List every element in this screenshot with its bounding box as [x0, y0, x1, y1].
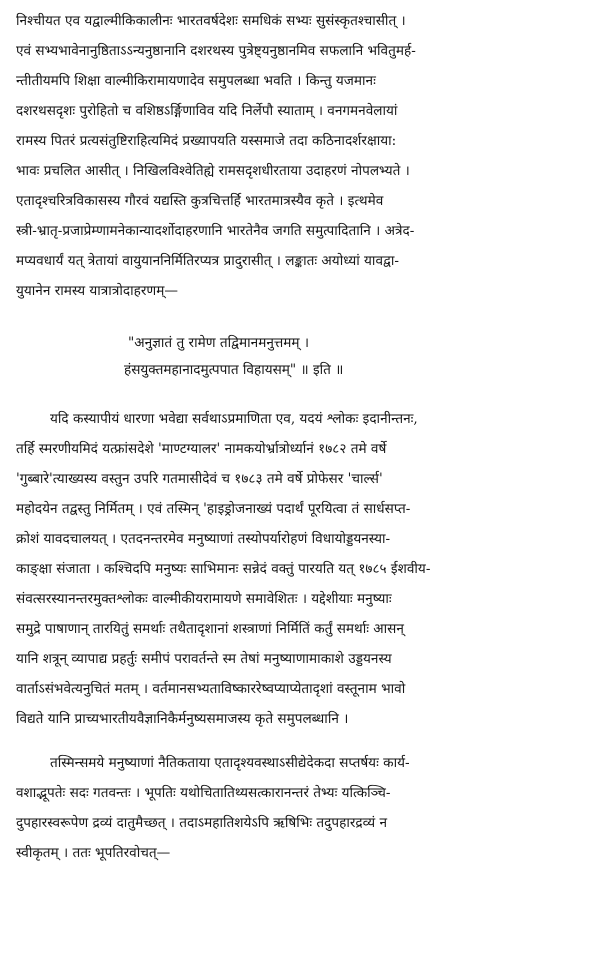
paragraph-3: [16, 748, 584, 868]
text-line: स्त्री-भ्रातृ-प्रजाप्रेम्णामनेकान्यादर्शोदाहरणानि भारतेनैव जगति समुत्पादितानि । अत्रेद-: [16, 223, 415, 239]
text-line: तर्हि स्मरणीयमिदं यत्फ्रांसदेशे 'माण्टग्यालर' नामकयोर्भ्रात्रोर्ध्यानं १७८२ तमे वर्षे: [16, 441, 387, 457]
text-line: दशरथसदृशः पुरोहितो च वशिष्ठऽर्ङ्गिणाविव यदि निर्लेपौ स्याताम् । वनगमनवेलायां: [16, 103, 398, 119]
text-line: 'गुब्बारे'त्याख्यस्य वस्तुन उपरि गतमासीदेवं च १७८३ तमे वर्षे प्रोफेसर 'चार्ल्स': [16, 471, 383, 487]
text-line: एतादृश्चरित्रविकासस्य गौरवं यद्यस्ति कुत्रचित्तर्हि भारतमात्रस्यैव कृते । इत्थमेव: [16, 193, 384, 209]
text-line: क्रोशं यावदचालयत् । एतदनन्तरमेव मनुष्याणां तस्योपर्यारोहणं विधायोड्डयनस्या-: [16, 531, 391, 547]
text-line: यानि शत्रून् व्यापाद्य प्रहर्तुः समीपं परावर्तन्ते स्म तेषां मनुष्याणामाकाशे उड्डयनस्य: [16, 651, 392, 667]
text-line: रामस्य पितरं प्रत्यसंतुष्टिराहित्यमिदं प्रख्यापयति यस्समाजे तदा कठिनादर्शरक्षाया:: [16, 133, 397, 149]
verse-line: हंसयुक्तमहानादमुत्पपात विहायसम्" ॥ इति ॥: [124, 362, 344, 378]
text-line: महोदयेन तद्वस्तु निर्मितम् । एवं तस्मिन् 'हाइड्रोजनाख्यं पदार्थं पूरयित्वा तं सार्धसप्त-: [16, 501, 411, 517]
text-line: समुद्रे पाषाणान् तारयितुं समर्थाः तथैतादृशानां शस्त्राणां निर्मितिं कर्तुं समर्थाः आसन्: [16, 621, 404, 637]
text-line: वार्ताऽसंभवेत्यनुचितं मतम् । वर्तमानसभ्यताविष्काररेष्वप्याप्येतादृशां वस्तूनाम भावो: [16, 681, 406, 697]
paragraph-1: [16, 6, 584, 306]
text-line: न्तीतीयमपि शिक्षा वाल्मीकिरामायणादेव समुपलब्धा भवति । किन्तु यजमानः: [16, 73, 376, 89]
paragraph-2: [16, 404, 584, 734]
text-line: मप्यवधार्यं यत् त्रेतायां वायुयाननिर्मितिरप्यत्र प्रादुरासीत् । लङ्कातः अयोध्यां यावद्वा-: [16, 253, 399, 269]
paragraph-gap: [16, 734, 584, 748]
text-line: दुपहारस्वरूपेण द्रव्यं दातुमैच्छत् । तदाऽमहातिशयेऽपि ऋषिभिः तदुपहारद्रव्यं न: [16, 815, 388, 831]
text-line: स्वीकृतम् । ततः भूपतिरवोचत्—: [16, 845, 171, 861]
text-line: काङ्क्षा संजाता । कश्चिदपि मनुष्यः साभिमानः सन्नेदं वक्तुं पारयति यत् १७८५ ईशवीय-: [16, 561, 431, 577]
text-line: भावः प्रचलित आसीत् । निखिलविश्वेतिह्ये रामसदृशधीरताया उदाहरणं नोपलभ्यते ।: [16, 163, 410, 179]
text-line: एवं सभ्यभावेनानुष्ठिताऽऽन्यनुष्ठानानि दशरथस्य पुत्रेष्ट्यनुष्ठानमिव सफलानि भवितुमर्ह-: [16, 43, 416, 59]
quoted-verse: [16, 330, 584, 384]
text-line: विद्यते यानि प्राच्यभारतीयवैज्ञानिकैर्मनुष्यसमाजस्य कृते समुपलब्धानि ।: [16, 711, 349, 727]
text-line: युयानेन रामस्य यात्रात्रोदाहरणम्—: [16, 283, 178, 299]
text-line: निश्चीयत एव यद्वाल्मीकिकालीनः भारतवर्षदेशः समधिकं सभ्यः सुसंस्कृतश्चासीत् ।: [16, 13, 406, 29]
text-line: यदि कस्यापीयं धारणा भवेद्या सर्वथाऽप्रमाणिता एव, यदयं श्लोकः इदानीन्तनः,: [50, 411, 418, 427]
verse-line: "अनुज्ञातं तु रामेण तद्विमानमनुत्तमम् ।: [128, 335, 309, 351]
text-line: तस्मिन्समये मनुष्याणां नैतिकताया एतादृश्यवस्थाऽसीद्येदेकदा सप्तर्षयः कार्य-: [50, 755, 410, 771]
text-line: संवत्सरस्यानन्तरमुक्तश्लोकः वाल्मीकीयरामायणे समावेशितः । यद्देशीयाः मनुष्याः: [16, 591, 392, 607]
text-line: वशाद्भूपतेः सदः गतवन्तः । भूपतिः यथोचितातिथ्यसत्कारानन्तरं तेभ्यः यत्किञ्चि-: [16, 785, 391, 801]
